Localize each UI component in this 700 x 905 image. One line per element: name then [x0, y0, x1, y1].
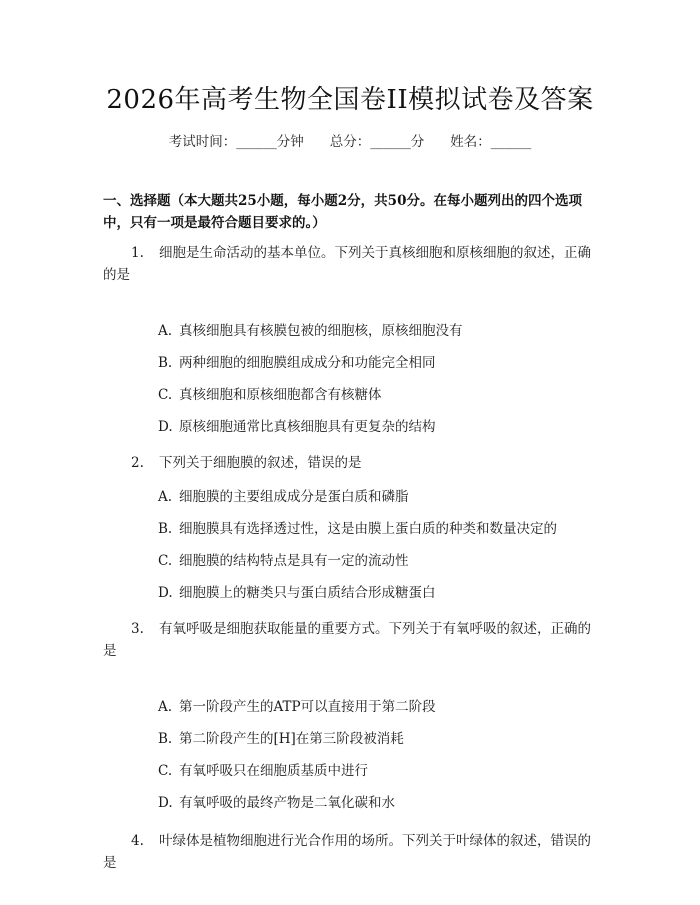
question-stem: 有氧呼吸是细胞获取能量的重要方式。下列关于有氧呼吸的叙述，正确的是 — [103, 621, 591, 659]
option-text: 原核细胞通常比真核细胞具有更复杂的结构 — [179, 419, 436, 435]
question-3-option-d — [158, 794, 618, 812]
option-text: 细胞膜上的糖类只与蛋白质结合形成糖蛋白 — [179, 585, 436, 601]
question-2-option-d — [158, 584, 618, 602]
option-letter: C. — [158, 553, 173, 569]
page-title: 2026年高考生物全国卷II模拟试卷及答案 — [106, 85, 594, 115]
option-letter: D. — [158, 419, 173, 435]
option-letter: D. — [158, 585, 173, 601]
question-2-option-c — [158, 552, 618, 570]
question-1-option-c — [158, 386, 618, 404]
option-text: 真核细胞和原核细胞都含有核糖体 — [179, 387, 382, 403]
question-stem: 下列关于细胞膜的叙述，错误的是 — [159, 455, 362, 471]
option-text: 细胞膜的结构特点是具有一定的流动性 — [179, 553, 409, 569]
question-3-option-b — [158, 730, 618, 748]
question-stem: 细胞是生命活动的基本单位。下列关于真核细胞和原核细胞的叙述，正确的是 — [103, 245, 591, 283]
question-1 — [103, 242, 603, 286]
option-text: 有氧呼吸只在细胞质基质中进行 — [179, 763, 368, 779]
question-stem: 叶绿体是植物细胞进行光合作用的场所。下列关于叶绿体的叙述，错误的是 — [103, 833, 591, 871]
question-4 — [103, 830, 603, 874]
question-3 — [103, 618, 603, 662]
option-text: 真核细胞具有核膜包被的细胞核，原核细胞没有 — [179, 323, 463, 339]
exam-time-field: 考试时间：______分钟 — [168, 134, 304, 150]
option-letter: A. — [158, 323, 173, 339]
option-letter: C. — [158, 763, 173, 779]
question-2-option-b — [158, 520, 618, 538]
question-number: 3. — [131, 621, 144, 637]
option-letter: B. — [158, 731, 173, 747]
option-letter: A. — [158, 489, 173, 505]
option-letter: B. — [158, 355, 173, 371]
option-letter: D. — [158, 795, 173, 811]
option-letter: C. — [158, 387, 173, 403]
question-3-option-c — [158, 762, 618, 780]
question-number: 4. — [131, 833, 144, 849]
total-score-field: 总分：______分 — [329, 134, 425, 150]
option-letter: B. — [158, 521, 173, 537]
question-1-option-b — [158, 354, 618, 372]
name-field: 姓名：______ — [450, 134, 532, 150]
option-text: 细胞膜具有选择透过性，这是由膜上蛋白质的种类和数量决定的 — [179, 521, 557, 537]
question-2-option-a — [158, 488, 618, 506]
question-1-option-d — [158, 418, 618, 436]
question-1-option-a — [158, 322, 618, 340]
question-3-option-a — [158, 698, 618, 716]
question-number: 2. — [131, 455, 144, 471]
option-text: 第一阶段产生的ATP可以直接用于第二阶段 — [179, 699, 436, 715]
question-2 — [103, 452, 603, 474]
section-heading: 一、选择题（本大题共25小题，每小题2分，共50分。在每小题列出的四个选项中，只有一项是最符合题目要求的。） — [103, 193, 582, 231]
option-letter: A. — [158, 699, 173, 715]
exam-meta — [0, 133, 700, 151]
option-text: 第二阶段产生的[H]在第三阶段被消耗 — [179, 731, 404, 747]
option-text: 两种细胞的细胞膜组成成分和功能完全相同 — [179, 355, 436, 371]
option-text: 有氧呼吸的最终产物是二氧化碳和水 — [179, 795, 395, 811]
question-number: 1. — [131, 245, 144, 261]
option-text: 细胞膜的主要组成成分是蛋白质和磷脂 — [179, 489, 409, 505]
